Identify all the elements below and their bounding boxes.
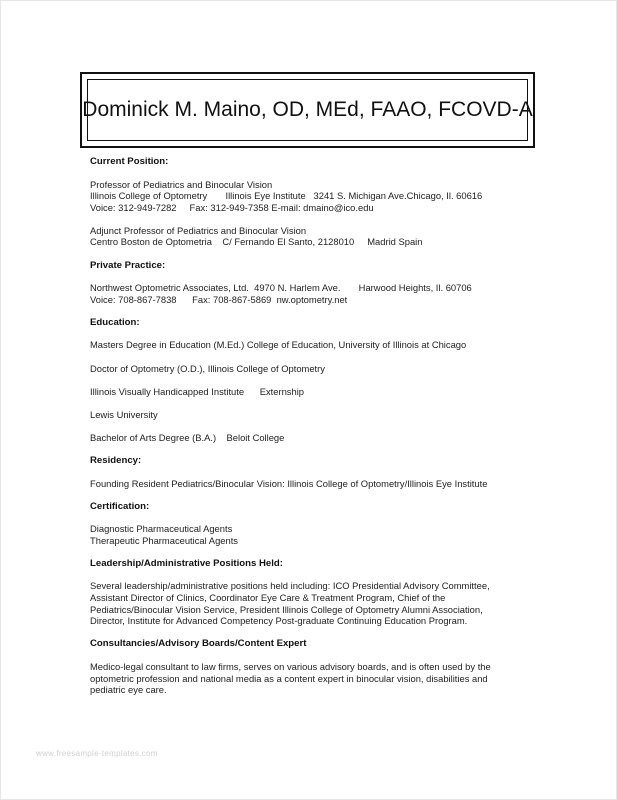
spacer xyxy=(90,650,540,661)
document-title: Dominick M. Maino, OD, MEd, FAAO, FCOVD-A xyxy=(82,98,533,121)
section-paragraph xyxy=(90,282,540,305)
text-line: Therapeutic Pharmaceutical Agents xyxy=(90,534,238,546)
section-heading: Certification: xyxy=(90,500,150,512)
spacer xyxy=(90,271,540,282)
resume-body xyxy=(90,156,540,707)
text-line: pediatric eye care. xyxy=(90,684,167,696)
title-frame-inner xyxy=(82,79,533,141)
spacer xyxy=(90,351,540,363)
section-paragraph xyxy=(90,179,540,214)
section-paragraph xyxy=(90,478,540,490)
spacer xyxy=(90,397,540,409)
spacer xyxy=(90,374,540,386)
section-paragraph xyxy=(90,363,540,375)
section-paragraph xyxy=(90,386,540,398)
watermark-text: www.freesample-templates.com xyxy=(36,749,158,758)
section-heading: Leadership/Administrative Positions Held: xyxy=(90,557,283,569)
spacer xyxy=(90,328,540,339)
spacer xyxy=(90,248,540,260)
text-line: Pediatrics/Binocular Vision Service, President Illinois College of Optometry Alumni Association, xyxy=(90,603,483,615)
spacer xyxy=(90,512,540,523)
text-line: Northwest Optometric Associates, Ltd. 4970 N. Harlem Ave. Harwood Heights, Il. 60706 xyxy=(90,282,472,294)
spacer xyxy=(90,168,540,179)
section-paragraph xyxy=(90,409,540,421)
section-paragraph xyxy=(90,580,540,626)
text-line: Adjunct Professor of Pediatrics and Binocular Vision xyxy=(90,224,307,236)
spacer xyxy=(90,420,540,432)
spacer xyxy=(90,305,540,317)
text-line: Medico-legal consultant to law firms, serves on various advisory boards, and is often used by the xyxy=(90,660,491,672)
title-frame xyxy=(80,72,535,148)
text-line: optometric profession and national media as a content expert in binocular vision, disabilities and xyxy=(90,672,488,684)
section-paragraph xyxy=(90,523,540,546)
section-heading: Consultancies/Advisory Boards/Content Expert xyxy=(90,638,307,650)
text-line: Assistant Director of Clinics, Coordinator Eye Care & Treatment Program, Chief of the xyxy=(90,592,446,604)
text-line: Professor of Pediatrics and Binocular Vision xyxy=(90,178,273,190)
spacer xyxy=(90,443,540,455)
spacer xyxy=(90,467,540,478)
section-paragraph xyxy=(90,339,540,351)
section-paragraph xyxy=(90,432,540,444)
section-paragraph xyxy=(90,661,540,696)
text-line: Illinois Visually Handicapped Institute Externship xyxy=(90,385,305,397)
spacer xyxy=(90,569,540,580)
text-line: Voice: 708-867-7838 Fax: 708-867-5869 nw.optometry.net xyxy=(90,293,348,305)
text-line: Bachelor of Arts Degree (B.A.) Beloit College xyxy=(90,431,285,443)
spacer xyxy=(90,213,540,225)
text-line: Centro Boston de Optometria C/ Fernando El Santo, 2128010 Madrid Spain xyxy=(90,236,423,248)
spacer xyxy=(90,696,540,708)
text-line: Lewis University xyxy=(90,408,158,420)
spacer xyxy=(90,546,540,558)
text-line: Founding Resident Pediatrics/Binocular Vision: Illinois College of Optometry/Illinois Eye Institute xyxy=(90,477,488,489)
text-line: Masters Degree in Education (M.Ed.) College of Education, University of Illinois at Chicago xyxy=(90,339,467,351)
text-line: Several leadership/administrative positions held including: ICO Presidential Advisory Committee, xyxy=(90,580,490,592)
text-line: Doctor of Optometry (O.D.), Illinois College of Optometry xyxy=(90,362,325,374)
section-heading: Current Position: xyxy=(90,156,169,167)
text-line: Director, Institute for Advanced Competency Post-graduate Continuing Education Program. xyxy=(90,615,468,627)
text-line: Illinois College of Optometry Illinois Eye Institute 3241 S. Michigan Ave.Chicago, Il. 60616 xyxy=(90,190,483,202)
spacer xyxy=(90,489,540,501)
section-heading: Private Practice: xyxy=(90,259,166,271)
section-paragraph xyxy=(90,225,540,248)
text-line: Diagnostic Pharmaceutical Agents xyxy=(90,523,233,535)
text-line: Voice: 312-949-7282 Fax: 312-949-7358 E-mail: dmaino@ico.edu xyxy=(90,201,374,213)
spacer xyxy=(90,627,540,639)
section-heading: Education: xyxy=(90,316,140,328)
section-heading: Residency: xyxy=(90,454,142,466)
